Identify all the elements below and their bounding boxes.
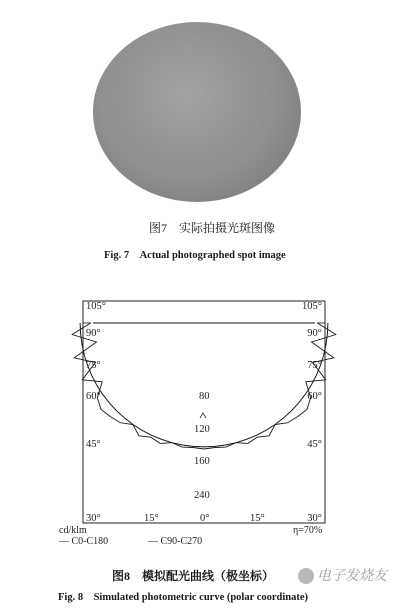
- radial-label-80: 80: [199, 391, 210, 402]
- right-label-90: 90°: [307, 328, 322, 339]
- photometric-polar-chart: [0, 292, 406, 567]
- watermark: [298, 565, 387, 585]
- left-label-75: 75°: [86, 360, 101, 371]
- unit-label: cd/klm: [59, 525, 87, 536]
- photographed-spot-image: [93, 22, 301, 202]
- radial-label-240: 240: [194, 490, 210, 501]
- left-label-105: 105°: [86, 301, 106, 312]
- right-label-45: 45°: [307, 439, 322, 450]
- efficiency-label: η=70%: [293, 525, 323, 536]
- watermark-text: 电子发烧友: [317, 568, 387, 584]
- right-label-75: 75°: [307, 360, 322, 371]
- bottom-label-15-left: 15°: [144, 513, 159, 524]
- left-label-30: 30°: [86, 513, 101, 524]
- left-label-45: 45°: [86, 439, 101, 450]
- legend-c0-c180: — C0-C180: [59, 536, 109, 547]
- center-marker: [200, 413, 206, 418]
- left-label-60: 60°: [86, 391, 101, 402]
- figure7-caption-en: Fig. 7 Actual photographed spot image: [104, 250, 286, 261]
- right-label-60: 60°: [307, 391, 322, 402]
- left-label-90: 90°: [86, 328, 101, 339]
- bottom-label-15-right: 15°: [250, 513, 265, 524]
- legend-c90-c270: — C90-C270: [148, 536, 203, 547]
- radial-label-160: 160: [194, 456, 210, 467]
- right-label-30: 30°: [307, 513, 322, 524]
- figure8-caption-en: Fig. 8 Simulated photometric curve (polar coordinate): [58, 592, 309, 603]
- figure8-caption-cn: 图8 模拟配光曲线（极坐标）: [112, 569, 275, 583]
- watermark-badge-icon: [298, 568, 314, 584]
- bottom-label-0: 0°: [200, 513, 210, 524]
- radial-label-120: 120: [194, 424, 210, 435]
- right-label-105: 105°: [302, 301, 322, 312]
- figure7-caption-cn: 图7 实际拍摄光斑图像: [149, 221, 276, 235]
